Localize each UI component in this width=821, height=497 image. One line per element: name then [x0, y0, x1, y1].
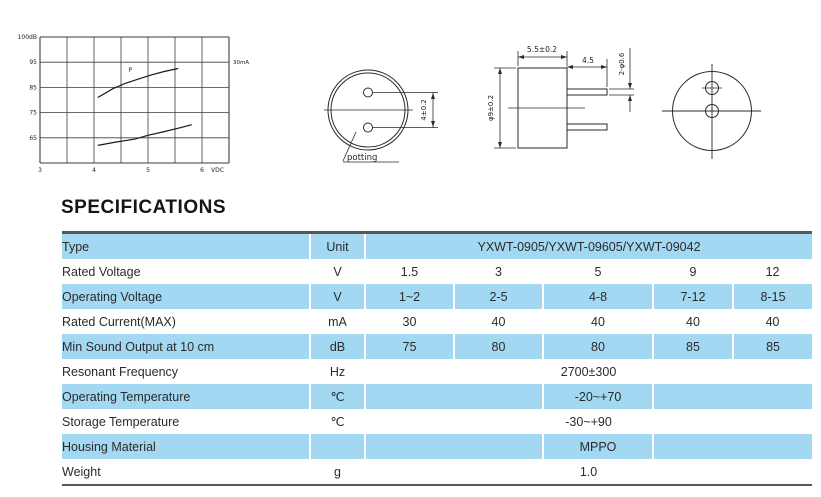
table-row: [62, 284, 812, 309]
svg-text:4: 4: [92, 167, 96, 174]
svg-text:100dB: 100dB: [17, 34, 37, 41]
header-unit: Unit: [310, 233, 365, 260]
pin-top: [567, 89, 607, 95]
cell-value: 1~2: [365, 284, 454, 309]
cell-value: 5: [594, 264, 602, 279]
svg-text:3: 3: [38, 167, 42, 174]
header-models: YXWT-0905/YXWT-09605/YXWT-09042: [365, 233, 812, 260]
cell-empty: [653, 384, 812, 409]
dim-pin-length: 4.5: [582, 56, 594, 65]
svg-text:VDC: VDC: [211, 167, 224, 174]
row-label: Housing Material: [62, 439, 156, 454]
cell-value: 40: [591, 314, 605, 329]
cell-value: 75: [365, 334, 454, 359]
svg-text:6: 6: [200, 167, 204, 174]
cell-value: 40: [491, 314, 506, 329]
cell-value: 80: [543, 334, 653, 359]
row-label: Min Sound Output at 10 cm: [62, 339, 215, 354]
page-title: SPECIFICATIONS: [61, 197, 226, 218]
row-unit: dB: [310, 334, 365, 359]
potting-label: potting: [347, 153, 378, 163]
dim-body-width: 5.5±0.2: [526, 45, 558, 54]
cell-value: 12: [765, 264, 780, 279]
spec-table: [62, 231, 812, 486]
table-row: [62, 459, 812, 485]
front-view-drawing: [662, 64, 761, 159]
dim-pin-spacing: 4±0.2: [420, 99, 428, 121]
svg-text:30mA: 30mA: [233, 60, 250, 67]
svg-text:P: P: [128, 67, 132, 75]
row-label: Storage Temperature: [62, 414, 180, 429]
chart-curve-unlabeled: [98, 125, 192, 146]
cell-value: MPPO: [543, 434, 653, 459]
row-unit: V: [310, 284, 365, 309]
row-unit: ℃: [330, 415, 345, 429]
cell-value: 8-15: [733, 284, 812, 309]
cell-value: 3: [495, 264, 502, 279]
header-type: Type: [62, 239, 90, 254]
table-row: [62, 334, 812, 359]
cell-empty: [365, 434, 543, 459]
table-row: [62, 434, 812, 459]
cell-value: -30~+90: [565, 414, 612, 429]
cell-value: 85: [733, 334, 812, 359]
svg-text:95: 95: [29, 59, 37, 67]
row-label: Operating Temperature: [62, 389, 191, 404]
cell-value: 30: [402, 314, 417, 329]
row-label: Operating Voltage: [62, 289, 163, 304]
pin-hole-bottom: [364, 123, 373, 132]
table-row: [62, 384, 812, 409]
pin-bottom: [567, 124, 607, 130]
row-unit: ℃: [310, 384, 365, 409]
table-header-row: [62, 233, 812, 260]
top-artwork: [0, 0, 821, 200]
chart-curve-P: [98, 69, 178, 98]
cell-empty: [653, 434, 812, 459]
cell-value: 80: [454, 334, 543, 359]
svg-text:85: 85: [29, 84, 37, 92]
row-unit: [310, 434, 365, 459]
cell-value: -20~+70: [543, 384, 653, 409]
cell-value: 7-12: [653, 284, 733, 309]
cell-value: 40: [686, 314, 700, 329]
row-unit: mA: [328, 314, 347, 329]
row-unit: g: [334, 464, 341, 479]
row-unit: Hz: [329, 364, 346, 379]
cell-value: 2700±300: [560, 364, 617, 379]
row-label: Resonant Frequency: [62, 364, 179, 379]
table-row: [62, 309, 812, 334]
row-label: Rated Voltage: [62, 264, 141, 279]
cell-value: 4-8: [543, 284, 653, 309]
cell-value: 2-5: [454, 284, 543, 309]
cell-value: 9: [689, 264, 697, 279]
row-unit: V: [333, 264, 342, 279]
dim-body-diameter: φ9±0.2: [487, 94, 495, 122]
side-view-drawing: [494, 48, 634, 148]
row-label: Rated Current(MAX): [62, 314, 176, 329]
dim-pin-diameter: 2-φ0.6: [618, 52, 626, 76]
table-row: [62, 259, 812, 284]
cell-empty: [365, 384, 543, 409]
cell-value: 85: [653, 334, 733, 359]
pin-hole-top: [364, 88, 373, 97]
spec-table-wrap: [62, 231, 812, 486]
table-row: [62, 409, 812, 434]
performance-chart: [18, 34, 250, 174]
table-row: [62, 359, 812, 384]
svg-text:5: 5: [146, 167, 150, 174]
svg-text:75: 75: [29, 109, 37, 117]
cell-value: 40: [765, 314, 780, 329]
cell-value: 1.0: [579, 464, 598, 479]
svg-text:65: 65: [29, 134, 37, 142]
row-label: Weight: [62, 464, 101, 479]
cell-value: 1.5: [400, 264, 419, 279]
